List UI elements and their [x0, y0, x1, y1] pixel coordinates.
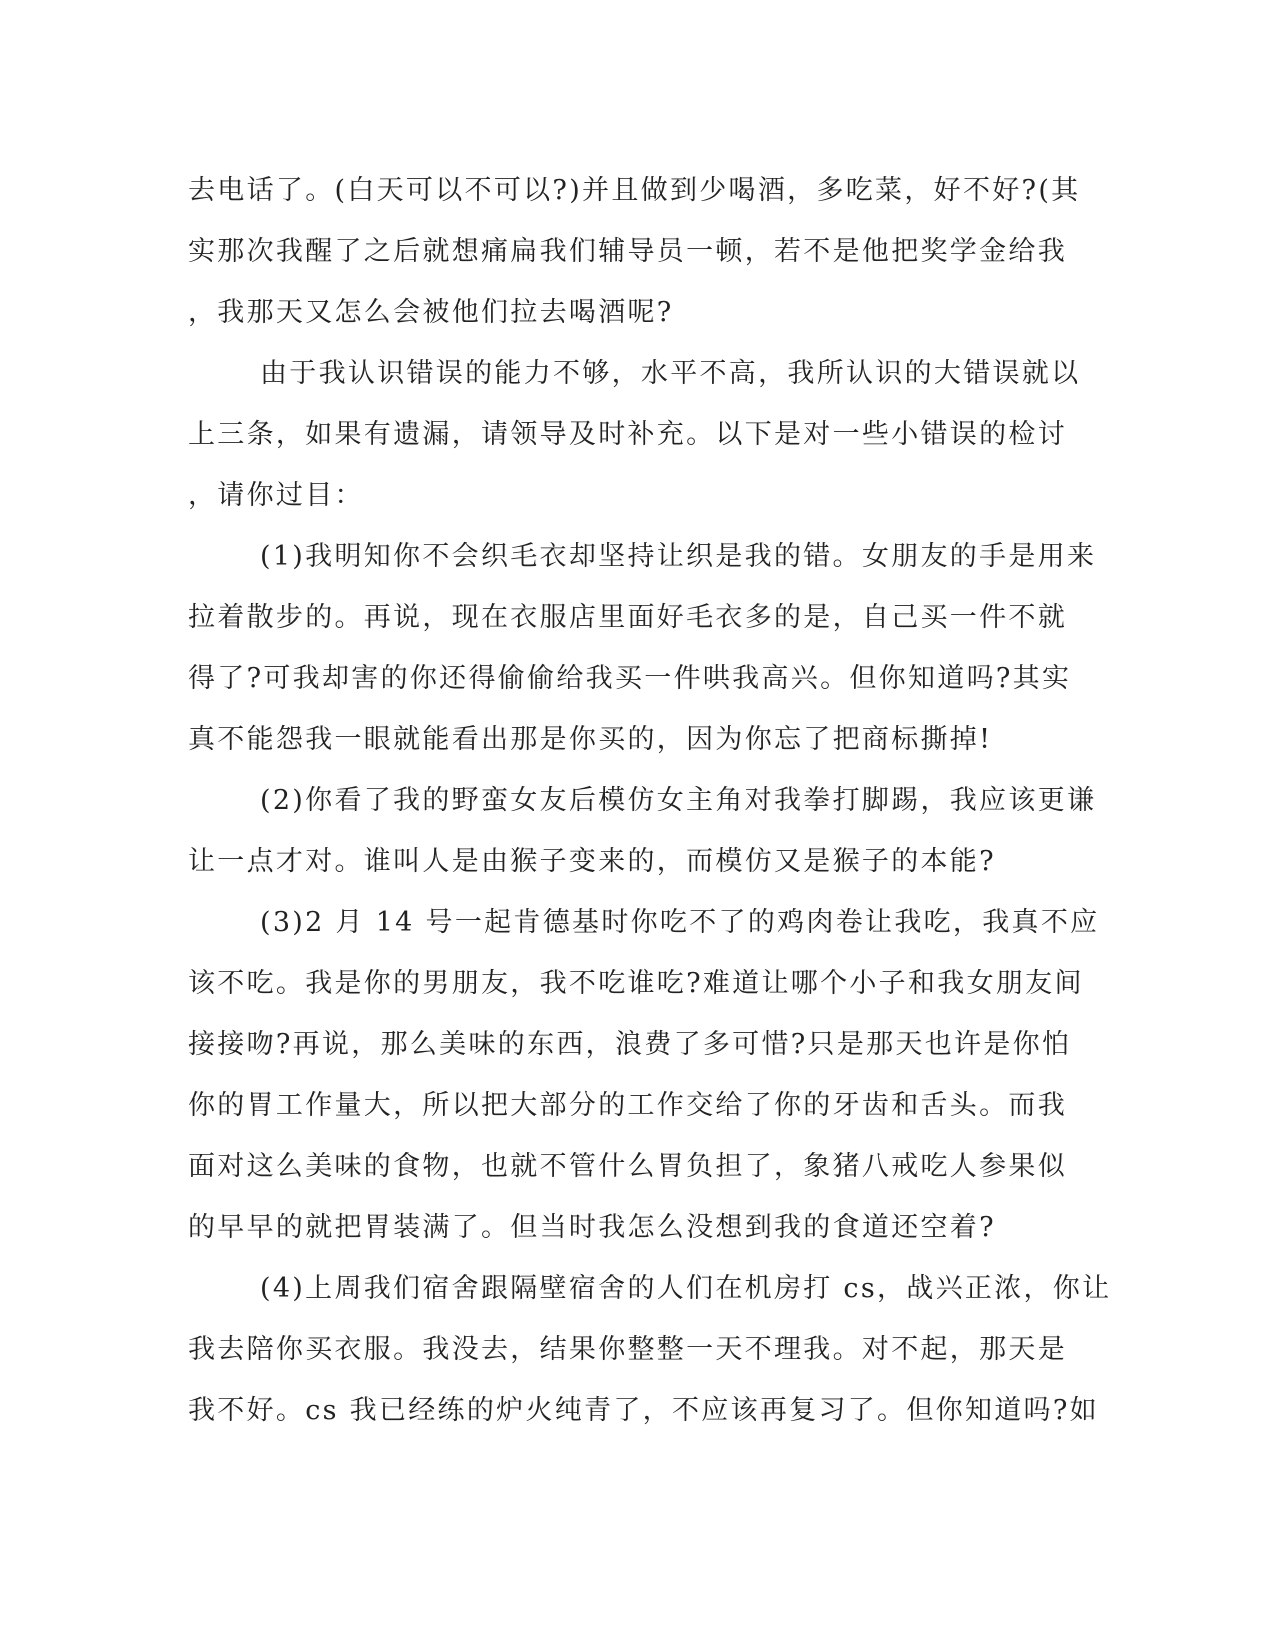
text-line: 得了?可我却害的你还得偷偷给我买一件哄我高兴。但你知道吗?其实 — [188, 663, 1072, 694]
text-line: (3)2 月 14 号一起肯德基时你吃不了的鸡肉卷让我吃，我真不应 — [260, 907, 1100, 938]
text-line: 上三条，如果有遗漏，请领导及时补充。以下是对一些小错误的检讨 — [188, 419, 1067, 450]
text-line: 你的胃工作量大，所以把大部分的工作交给了你的牙齿和舌头。而我 — [188, 1090, 1067, 1121]
text-line: 的早早的就把胃装满了。但当时我怎么没想到我的食道还空着? — [188, 1212, 996, 1243]
text-line: 我不好。cs 我已经练的炉火纯青了，不应该再复习了。但你知道吗?如 — [188, 1395, 1099, 1426]
text-line: 面对这么美味的食物，也就不管什么胃负担了，象猪八戒吃人参果似 — [188, 1151, 1067, 1182]
text-line: 接接吻?再说，那么美味的东西，浪费了多可惜?只是那天也许是你怕 — [188, 1029, 1072, 1060]
text-line: 实那次我醒了之后就想痛扁我们辅导员一顿，若不是他把奖学金给我 — [188, 236, 1067, 267]
text-line: ，我那天又怎么会被他们拉去喝酒呢? — [188, 297, 674, 328]
text-line: 拉着散步的。再说，现在衣服店里面好毛衣多的是，自己买一件不就 — [188, 602, 1067, 633]
text-line: 由于我认识错误的能力不够，水平不高，我所认识的大错误就以 — [260, 358, 1081, 389]
text-line: 去电话了。(白天可以不可以?)并且做到少喝酒，多吃菜，好不好?(其 — [188, 175, 1081, 206]
text-line: ，请你过目： — [188, 480, 364, 511]
text-line: (1)我明知你不会织毛衣却坚持让织是我的错。女朋友的手是用来 — [260, 541, 1097, 572]
text-line: (2)你看了我的野蛮女友后模仿女主角对我拳打脚踢，我应该更谦 — [260, 785, 1097, 816]
text-line: 该不吃。我是你的男朋友，我不吃谁吃?难道让哪个小子和我女朋友间 — [188, 968, 1084, 999]
text-line: 我去陪你买衣服。我没去，结果你整整一天不理我。对不起，那天是 — [188, 1334, 1067, 1365]
text-line: (4)上周我们宿舍跟隔壁宿舍的人们在机房打 cs，战兴正浓，你让 — [260, 1273, 1112, 1304]
document-body — [188, 160, 1112, 1441]
text-line: 让一点才对。谁叫人是由猴子变来的，而模仿又是猴子的本能? — [188, 846, 996, 877]
text-line: 真不能怨我一眼就能看出那是你买的，因为你忘了把商标撕掉! — [188, 724, 993, 755]
